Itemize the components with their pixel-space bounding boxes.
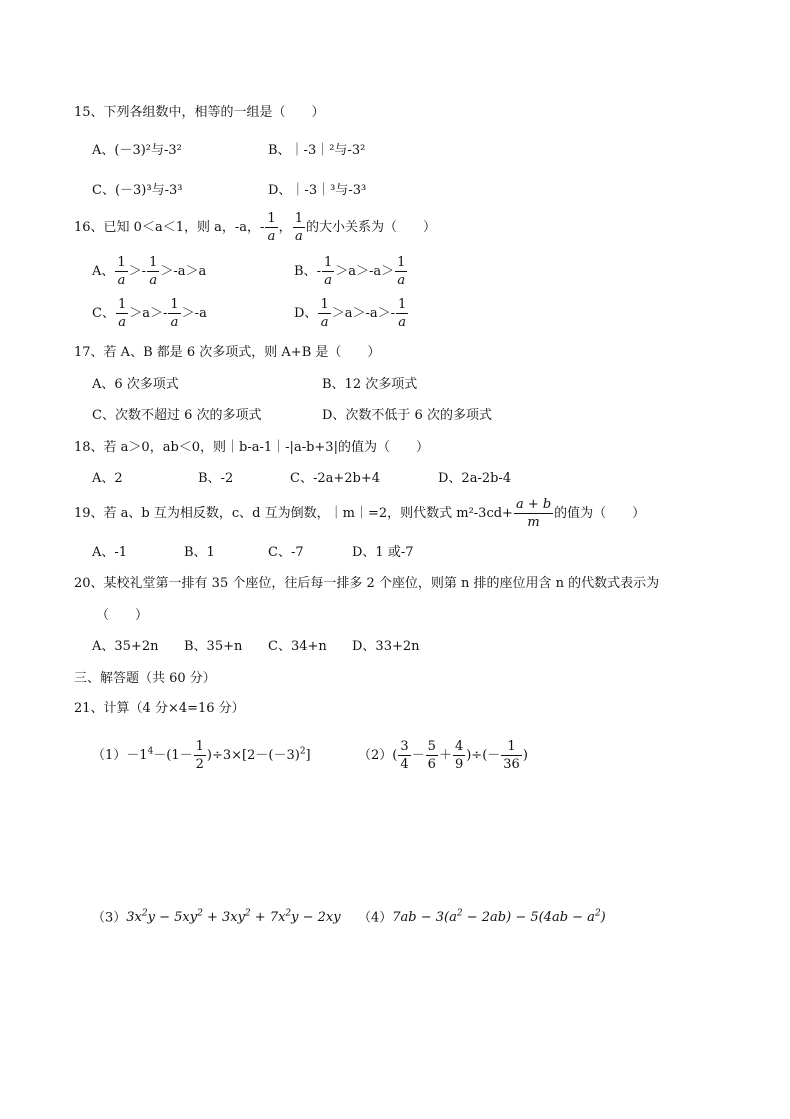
- q21-part-4: $(4)7ab - 3(a^2 - 2ab) - 5(4ab - a^2)$: [358, 909, 606, 926]
- q18-option-d: D、2a-2b-4: [438, 471, 512, 486]
- q19-stem-frac: $\frac{a + b}{m}$: [515, 497, 552, 530]
- q16-option-b: B、- $\frac{1}{a}$ ＞a＞-a＞ $\frac{1}{a}$: [294, 255, 406, 288]
- q21-part-2: （2）( $\frac{3}{4}$ － $\frac{5}{6}$ ＋ $\frac{4}{9}$ )÷(－ $\frac{1}{36}$ ): [358, 739, 528, 772]
- q15-stem: 15、下列各组数中，相等的一组是（ ）: [74, 105, 325, 120]
- q15-option-a: A、(－3)²与-3²: [92, 143, 182, 158]
- q16-option-a: A、 $\frac{1}{a}$ ＞- $\frac{1}{a}$ ＞-a＞a: [92, 255, 207, 288]
- q16-stem-frac-2: $\frac{1}{a}$: [294, 211, 303, 244]
- q21-part-3: $(3)3x^2y - 5xy^2 + 3xy^2 + 7x^2y - 2xy$: [92, 909, 341, 926]
- q20-option-a: A、35+2n: [92, 639, 159, 654]
- section-3-heading: 三、解答题（共 60 分）: [74, 671, 216, 686]
- q17-option-d: D、次数不低于 6 次的多项式: [322, 408, 492, 423]
- q19-option-b: B、1: [184, 545, 215, 560]
- q19-stem: [74, 498, 645, 529]
- q16-stem: [74, 212, 436, 243]
- q17-stem: 17、若 A、B 都是 6 次多项式，则 A+B 是（ ）: [74, 345, 381, 360]
- q16-stem-c: 的大小关系为（ ）: [305, 220, 436, 235]
- q16-stem-frac-1: $\frac{1}{a}$: [267, 211, 276, 244]
- q21-stem: 21、计算（4 分×4=16 分）: [74, 701, 245, 716]
- q20-option-b: B、35+n: [184, 639, 243, 654]
- q15-option-b: B、｜-3｜²与-3²: [268, 143, 366, 158]
- q21-part-1: $(1)-1^4-(1-$ $\frac{1}{2}$ )$\div 3\times[2-(-3)^2]$: [92, 739, 311, 772]
- q19-stem-a: 19、若 a、b 互为相反数，c、d 互为倒数，｜m｜=2，则代数式 m²-3cd+: [74, 506, 513, 521]
- q20-stem: 20、某校礼堂第一排有 35 个座位，往后每一排多 2 个座位，则第 n 排的座位用含 n 的代数式表示为: [74, 576, 660, 591]
- q18-option-c: C、-2a+2b+4: [290, 471, 381, 486]
- q17-option-a: A、6 次多项式: [92, 377, 179, 392]
- q16-stem-b: ，: [278, 220, 292, 235]
- q19-option-a: A、-1: [92, 545, 128, 560]
- q15-option-d: D、｜-3｜³与-3³: [268, 183, 367, 198]
- q18-option-a: A、2: [92, 471, 123, 486]
- q17-option-c: C、次数不超过 6 次的多项式: [92, 408, 262, 423]
- q17-option-b: B、12 次多项式: [322, 377, 418, 392]
- q18-option-b: B、-2: [198, 471, 234, 486]
- q16-stem-a: 16、已知 0＜a＜1，则 a，-a，-: [74, 220, 265, 235]
- q15-option-c: C、(－3)³与-3³: [92, 183, 183, 198]
- q20-stem-paren: （ ）: [96, 608, 149, 623]
- q19-option-c: C、-7: [268, 545, 304, 560]
- q16-option-c: C、 $\frac{1}{a}$ ＞a＞- $\frac{1}{a}$ ＞-a: [92, 297, 207, 330]
- q19-option-d: D、1 或-7: [352, 545, 414, 560]
- q19-stem-b: 的值为（ ）: [554, 506, 646, 521]
- q16-option-d: D、 $\frac{1}{a}$ ＞a＞-a＞- $\frac{1}{a}$: [294, 297, 407, 330]
- q20-option-c: C、34+n: [268, 639, 327, 654]
- q18-stem: 18、若 a＞0，ab＜0，则｜b-a-1｜-|a-b+3|的值为（ ）: [74, 440, 429, 455]
- q20-option-d: D、33+2n: [352, 639, 420, 654]
